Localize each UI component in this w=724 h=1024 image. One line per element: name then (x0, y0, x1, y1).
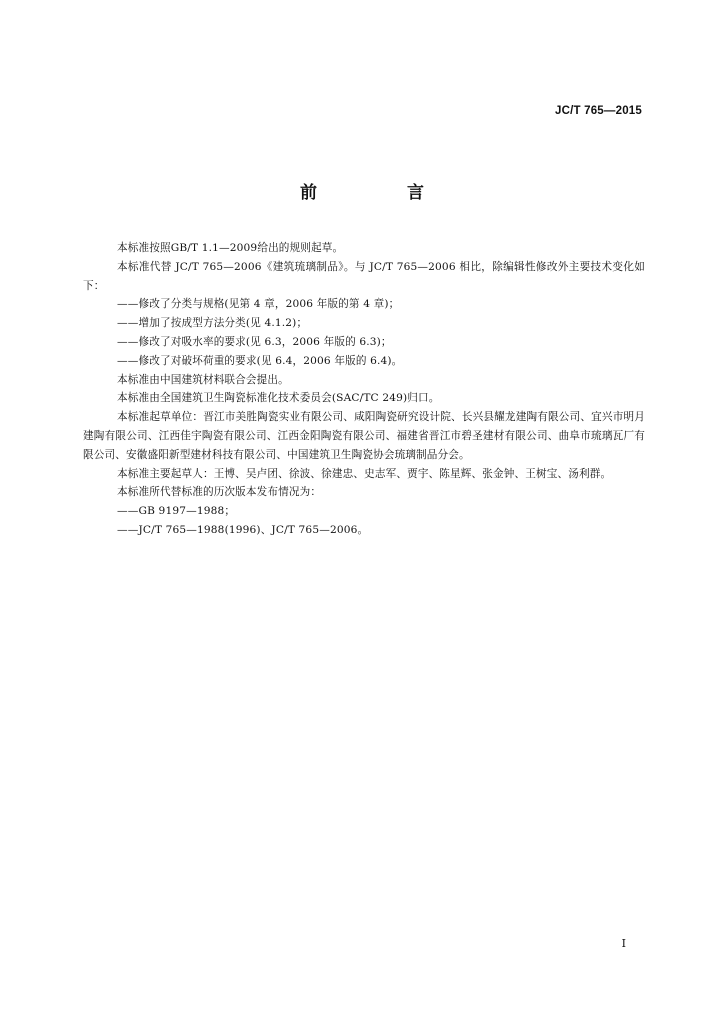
list-item-change: ——修改了对破坏荷重的要求(见 6.4，2006 年版的 6.4)。 (117, 354, 403, 367)
list-item-change: ——增加了按成型方法分类(见 4.1.2)； (117, 317, 308, 330)
page-number: I (621, 937, 626, 950)
paragraph-proposed-by: 本标准由中国建筑材料联合会提出。 (117, 373, 289, 386)
foreword-body (83, 239, 645, 540)
paragraph-drafters: 本标准主要起草人：王博、吴卢团、徐波、徐建忠、史志军、贾宇、陈星辉、张金钟、王树宝、汤利群。 (117, 467, 612, 480)
list-item-version: ——JC/T 765—1988(1996)、JC/T 765—2006。 (117, 523, 369, 536)
list-item-change: ——修改了对吸水率的要求(见 6.3，2006 年版的 6.3)； (117, 335, 392, 348)
paragraph-drafting-rules: 本标准按照GB/T 1.1—2009给出的规则起草。 (117, 242, 344, 254)
paragraph-replacement: 本标准代替 JC/T 765—2006《建筑琉璃制品》。与 JC/T 765—2006 相比，除编辑性修改外主要技术变化如下： (83, 260, 645, 292)
page-title: 前 言 (300, 183, 466, 203)
paragraph-drafting-units: 本标准起草单位：晋江市美胜陶瓷实业有限公司、咸阳陶瓷研究设计院、长兴县耀龙建陶有限公司、宜兴市明月建陶有限公司、江西佳宇陶瓷有限公司、江西金阳陶瓷有限公司、福建省晋江市碧圣建材有限公司、曲阜市琉璃瓦厂有限公司、安徽盛阳新型建材科技有限公司、中国建筑卫生陶瓷协会琉璃制品分会。 (83, 411, 645, 461)
paragraph-version-history: 本标准所代替标准的历次版本发布情况为： (117, 486, 322, 499)
list-item-change: ——修改了分类与规格(见第 4 章，2006 年版的第 4 章)； (117, 298, 400, 311)
standard-code-header: JC/T 765—2015 (555, 105, 642, 117)
paragraph-centralized-by: 本标准由全国建筑卫生陶瓷标准化技术委员会(SAC/TC 249)归口。 (117, 392, 440, 405)
list-item-version: ——GB 9197—1988； (117, 505, 236, 518)
